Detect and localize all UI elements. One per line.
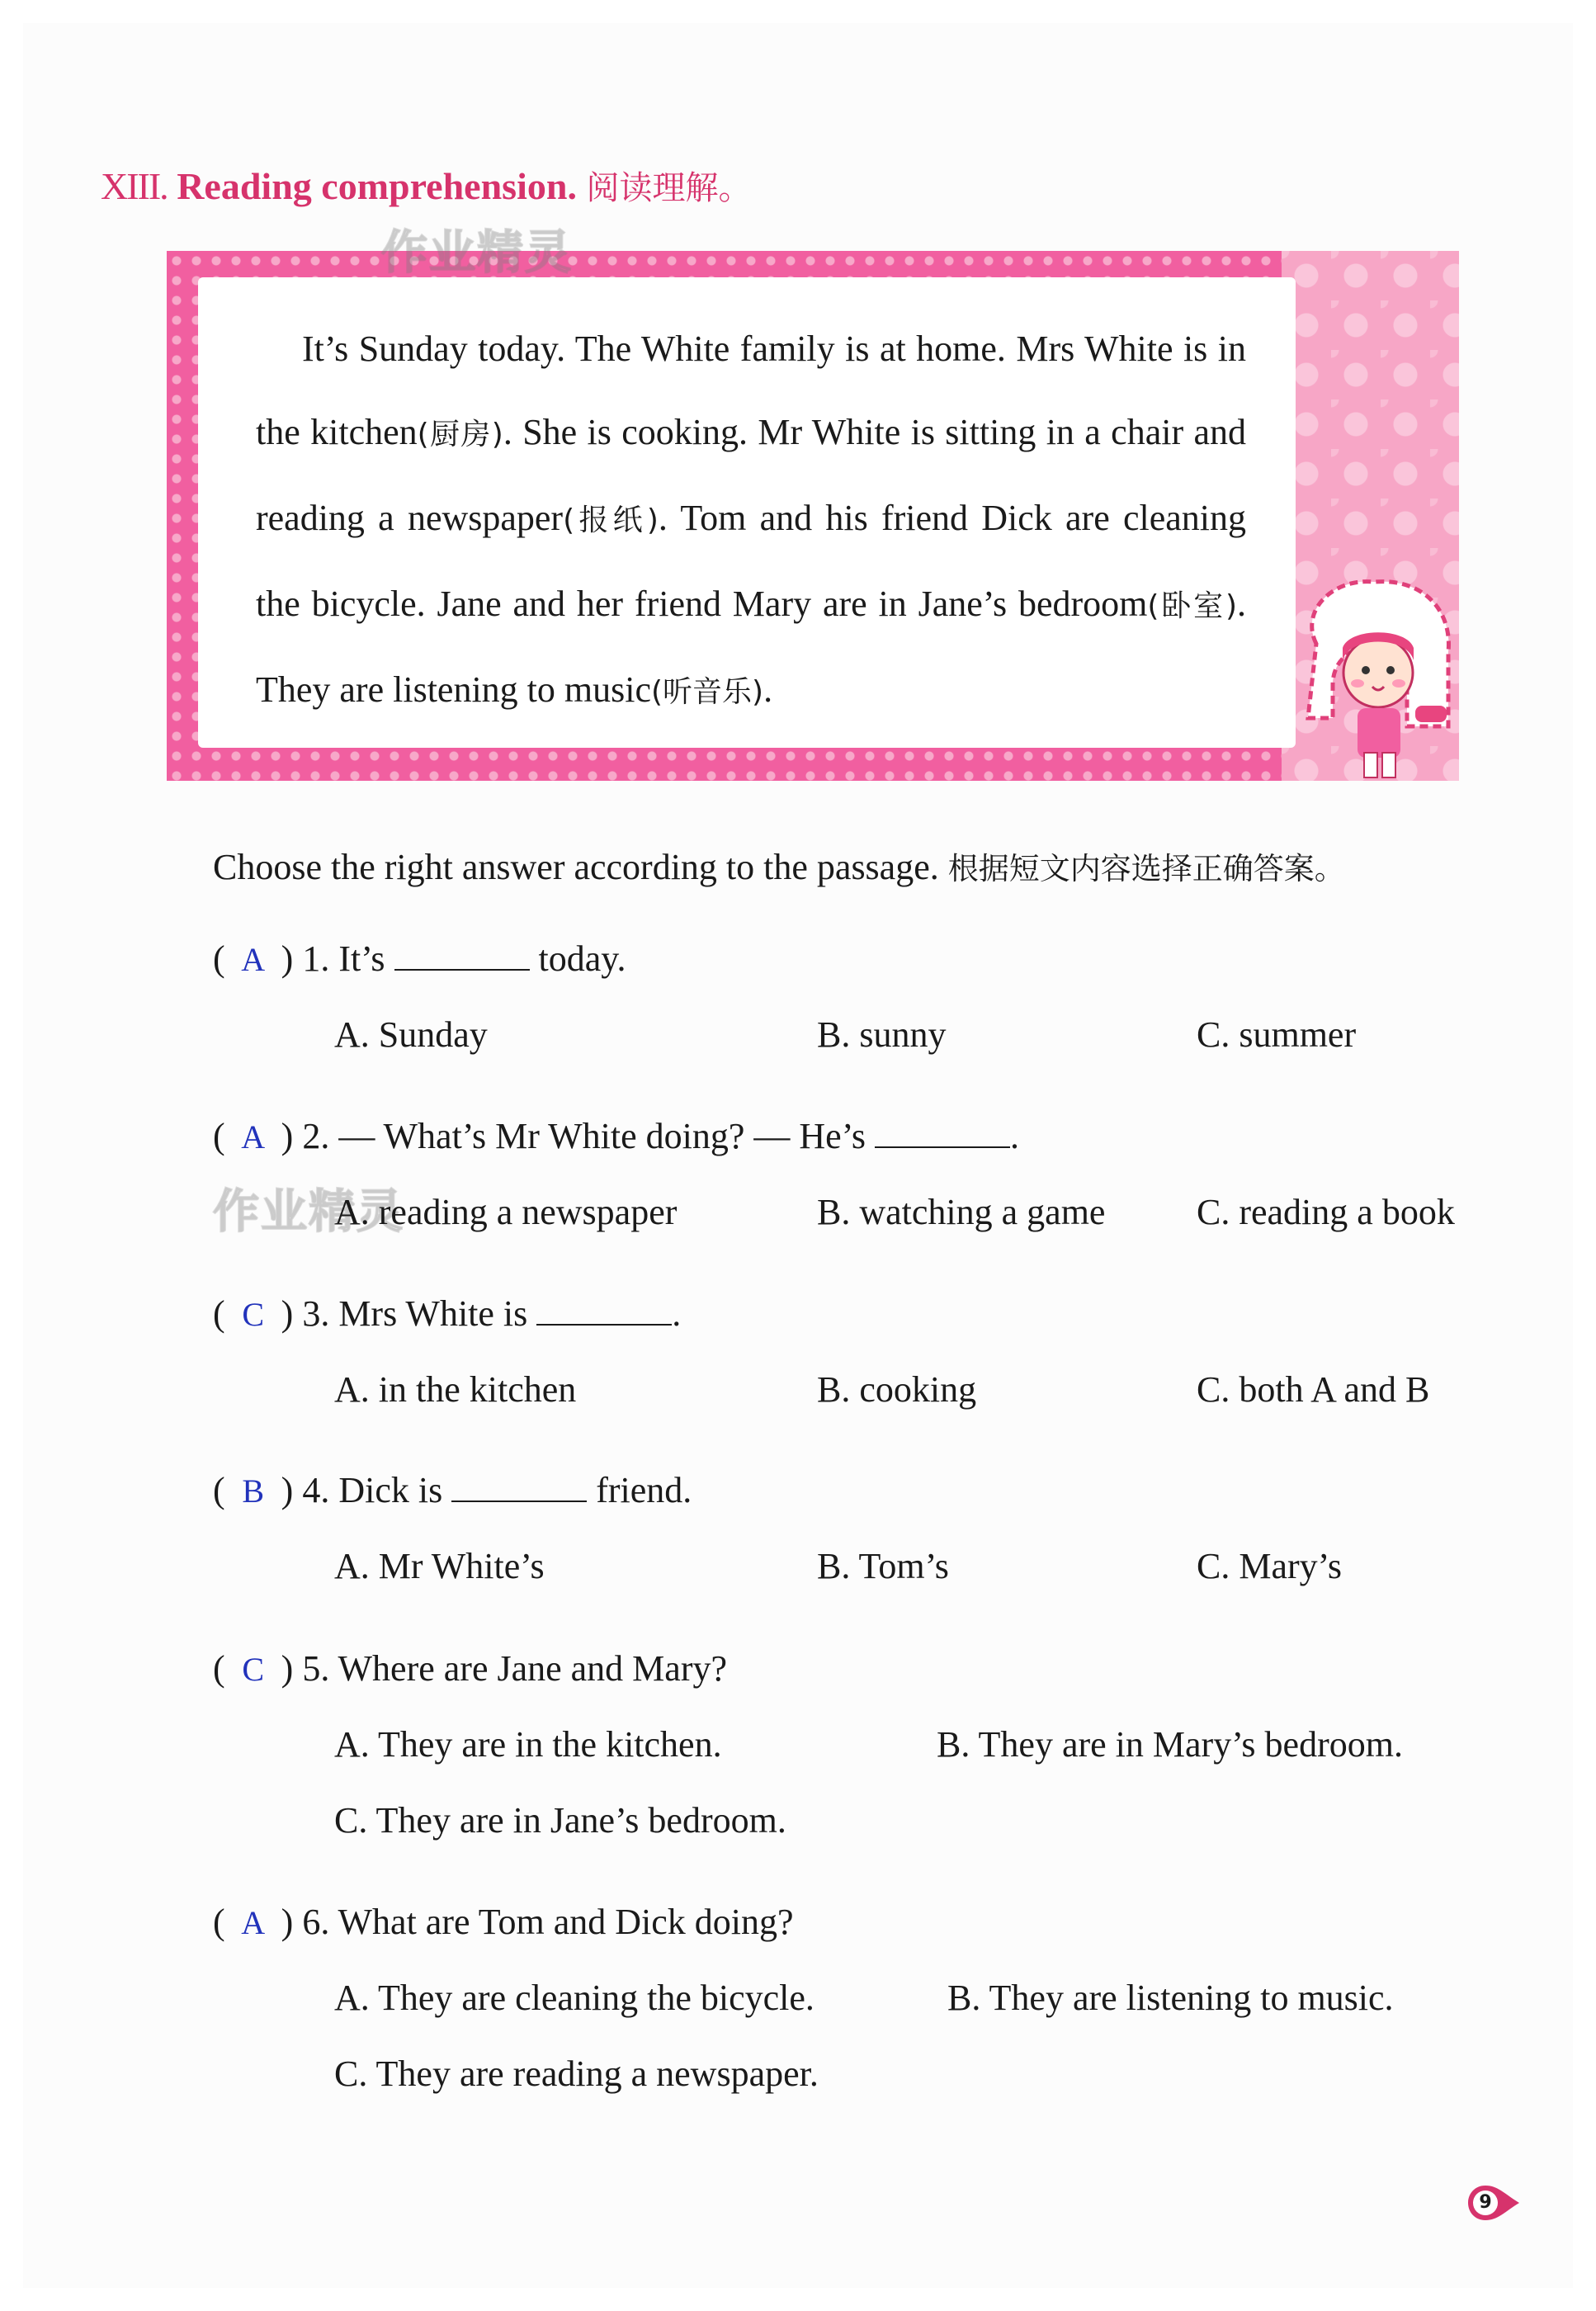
answer-3: C — [242, 1296, 264, 1333]
passage-sentence-2: . She is cooking. Mr White is sitting in a chair and reading a newspaper — [256, 412, 1247, 538]
answer-2: A — [241, 1118, 266, 1156]
question-3-option-c: C. both A and B — [1197, 1369, 1430, 1410]
section-numeral: XIII. — [101, 165, 168, 207]
instruction-cn: 根据短文内容选择正确答案。 — [947, 851, 1345, 886]
answer-5: C — [242, 1651, 264, 1688]
question-4-stem-end: friend. — [596, 1470, 692, 1510]
question-6: ( A ) 6. What are Tom and Dick doing? — [213, 1902, 794, 1942]
question-5: ( C ) 5. Where are Jane and Mary? — [213, 1648, 728, 1689]
question-5-stem: 5. Where are Jane and Mary? — [302, 1648, 728, 1689]
question-3-option-a: A. in the kitchen — [334, 1369, 577, 1410]
question-3-stem-end: . — [672, 1293, 682, 1334]
answer-1: A — [241, 941, 266, 978]
question-5-option-a: A. They are in the kitchen. — [334, 1724, 722, 1765]
question-1-stem-end: today. — [538, 938, 626, 979]
reading-passage — [256, 307, 1246, 734]
passage-gloss-kitchen: (厨房) — [417, 418, 503, 451]
question-2: ( A ) 2. — What’s Mr White doing? — He’s . — [213, 1116, 1020, 1156]
question-5-option-b: B. They are in Mary’s bedroom. — [937, 1724, 1403, 1765]
answer-blank — [536, 1299, 672, 1326]
section-title-en: Reading comprehension. — [177, 165, 577, 207]
question-2-stem: 2. — What’s Mr White doing? — He’s — [302, 1116, 866, 1156]
passage-sentence-5: . — [763, 669, 773, 710]
question-1: ( A ) 1. It’s today. — [213, 938, 626, 979]
answer-6: A — [241, 1904, 266, 1941]
section-title-cn: 阅读理解。 — [586, 169, 752, 207]
cartoon-girl-illustration — [1283, 561, 1461, 784]
passage-gloss-newspaper: (报纸) — [563, 503, 659, 537]
question-6-option-a: A. They are cleaning the bicycle. — [334, 1978, 815, 2018]
question-6-option-b: B. They are listening to music. — [947, 1978, 1394, 2018]
page-number-badge — [1465, 2182, 1506, 2224]
question-3-stem: 3. Mrs White is — [302, 1293, 528, 1334]
answer-blank — [451, 1476, 587, 1502]
answer-4: B — [242, 1472, 264, 1510]
watermark-top: 作业精灵 — [381, 226, 573, 280]
answer-blank — [394, 944, 530, 971]
passage-sentence-4: . They are listening to music — [256, 584, 1246, 710]
question-5-option-c: C. They are in Jane’s bedroom. — [334, 1800, 786, 1841]
question-4-option-c: C. Mary’s — [1197, 1546, 1342, 1586]
passage-sentence-3: . Tom and his friend Dick are cleaning the bicycle. Jane and her friend Mary are in Jane’s bedroom — [256, 498, 1246, 624]
page-number: 9 — [1479, 2192, 1492, 2213]
question-2-option-c: C. reading a book — [1197, 1192, 1455, 1232]
question-1-option-b: B. sunny — [817, 1014, 947, 1055]
question-2-stem-end: . — [1010, 1116, 1020, 1156]
question-6-stem: 6. What are Tom and Dick doing? — [302, 1902, 794, 1942]
passage-sentence-1: It’s Sunday today. The White family is at home. Mrs White is in the kitchen — [256, 328, 1246, 452]
question-4-option-b: B. Tom’s — [817, 1546, 949, 1586]
instruction — [213, 844, 1345, 888]
question-2-option-b: B. watching a game — [817, 1192, 1106, 1232]
question-1-option-a: A. Sunday — [334, 1014, 488, 1055]
question-4-stem: 4. Dick is — [302, 1470, 443, 1510]
passage-gloss-music: (听音乐) — [651, 675, 764, 709]
question-6-option-c: C. They are reading a newspaper. — [334, 2053, 819, 2094]
question-4-option-a: A. Mr White’s — [334, 1546, 545, 1586]
answer-blank — [875, 1122, 1010, 1148]
instruction-en: Choose the right answer according to the passage. — [213, 847, 939, 887]
section-title — [101, 162, 751, 209]
question-1-stem: 1. It’s — [302, 938, 385, 979]
question-2-option-a: A. reading a newspaper — [334, 1192, 678, 1232]
question-3-option-b: B. cooking — [817, 1369, 977, 1410]
question-1-option-c: C. summer — [1197, 1014, 1357, 1055]
question-4: ( B ) 4. Dick is friend. — [213, 1470, 692, 1510]
passage-gloss-bedroom: (卧室) — [1147, 589, 1237, 623]
watermark-middle: 作业精灵 — [213, 1185, 404, 1239]
question-3: ( C ) 3. Mrs White is . — [213, 1293, 682, 1334]
